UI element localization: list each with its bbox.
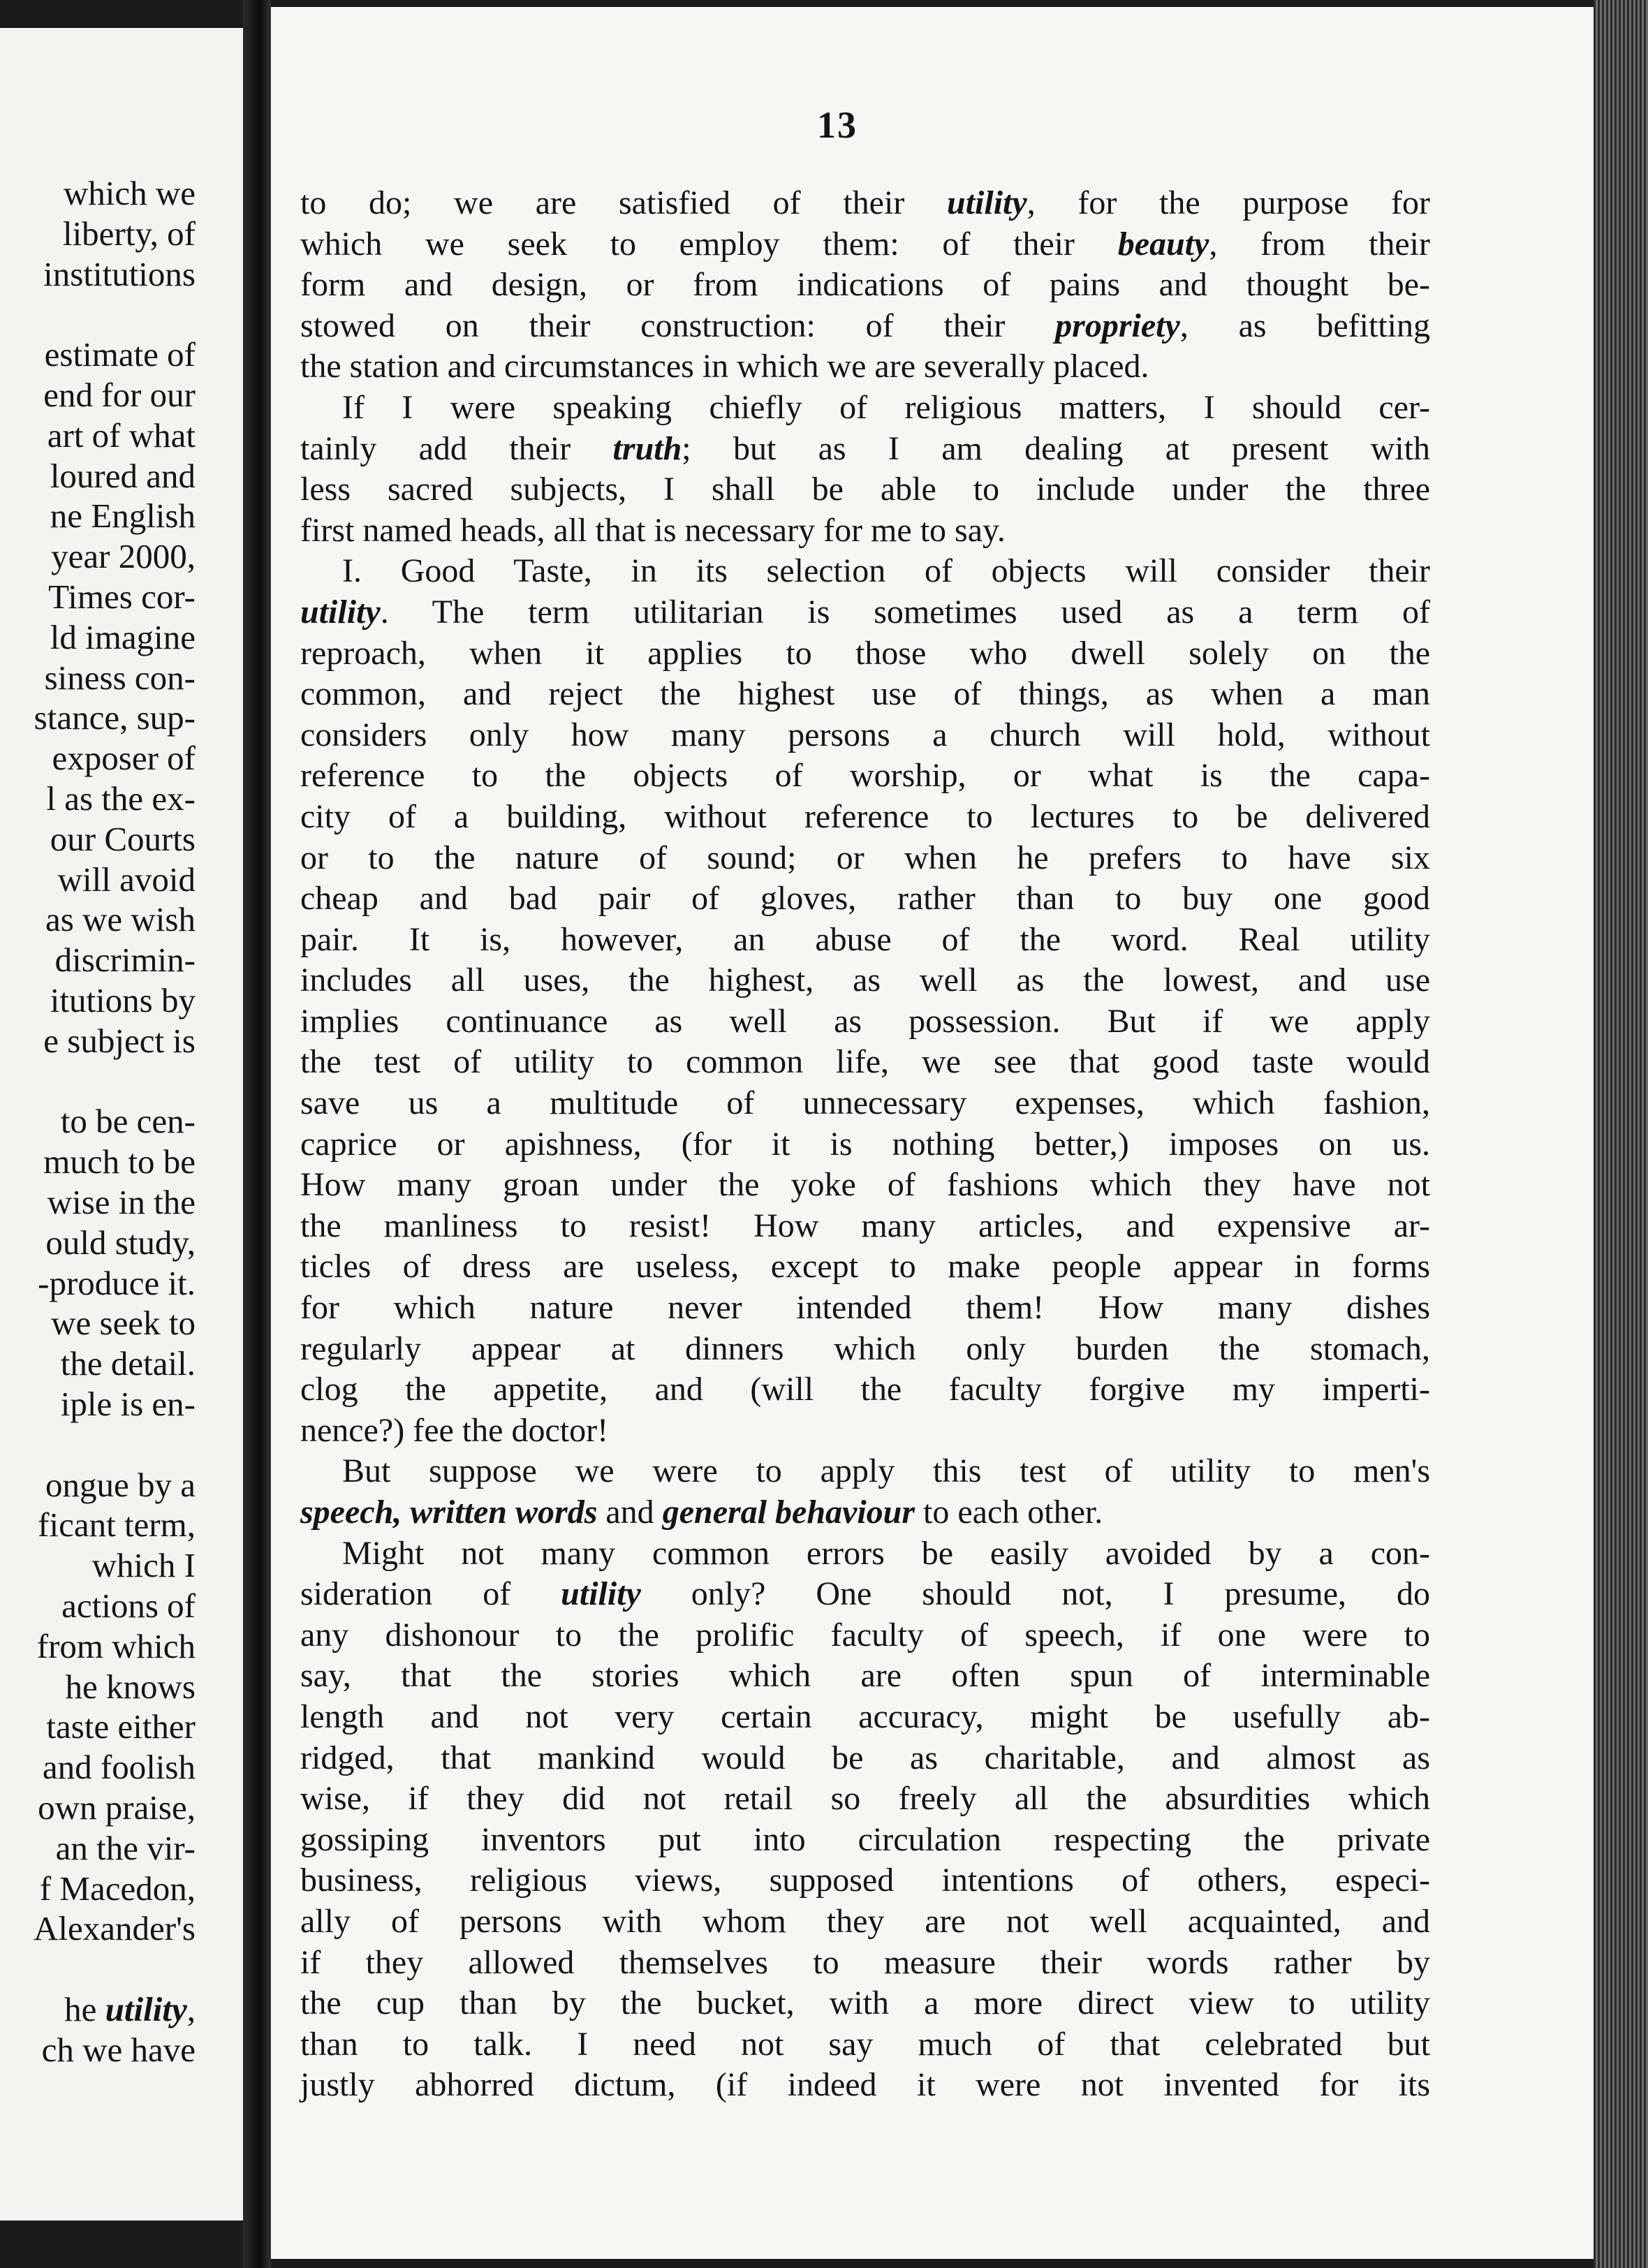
text-line: than to talk. I need not say much of that celebrated but: [300, 2025, 1430, 2063]
text-line: for which nature never intended them! How many dishes: [300, 1289, 1430, 1327]
text-line: speech, written words and general behaviour to each other.: [300, 1494, 1103, 1531]
text-line: any dishonour to the prolific faculty of speech, if one were to: [300, 1616, 1430, 1654]
text-line: business, religious views, supposed intentions of others, especi-: [300, 1862, 1430, 1899]
text-line: If I were speaking chiefly of religious matters, I should cer-: [342, 388, 1430, 426]
text-line: regularly appear at dinners which only burden the stomach,: [300, 1330, 1430, 1367]
text-line: ally of persons with whom they are not well acquainted, and: [300, 1902, 1430, 1940]
text-line: the test of utility to common life, we see that good taste would: [300, 1043, 1430, 1081]
text-line: clog the appetite, and (will the faculty forgive my imperti-: [300, 1371, 1430, 1408]
text-line: reproach, when it applies to those who dwell solely on the: [300, 634, 1430, 672]
text-line: common, and reject the highest use of things, as when a man: [300, 675, 1430, 713]
facing-page-line: year 2000,: [51, 537, 196, 576]
text-line: considers only how many persons a church will hold, without: [300, 716, 1430, 753]
text-line: city of a building, without reference to lectures to be delivered: [300, 797, 1430, 835]
facing-page-line: f Macedon,: [39, 1869, 196, 1908]
text-line: save us a multitude of unnecessary expenses, which fashion,: [300, 1084, 1430, 1122]
facing-page-line: iple is en-: [60, 1385, 196, 1423]
facing-page-line: l as the ex-: [46, 779, 196, 818]
facing-page-line: Alexander's: [34, 1909, 196, 1948]
facing-page-line: an the vir-: [55, 1828, 196, 1867]
page-gutter: [243, 0, 271, 2268]
facing-page-line: exposer of: [52, 739, 196, 778]
facing-page-line: ne English: [50, 496, 196, 536]
text-line: ticles of dress are useless, except to make people appear in forms: [300, 1248, 1430, 1286]
page-body: [300, 183, 1430, 2106]
facing-page-line: institutions: [43, 254, 196, 293]
facing-page-line: loured and: [50, 456, 196, 495]
text-line: length and not very certain accuracy, might be usefully ab-: [300, 1698, 1430, 1735]
text-line: ridged, that mankind would be as charitable, and almost as: [300, 1739, 1430, 1776]
text-line: or to the nature of sound; or when he prefers to have six: [300, 839, 1430, 876]
text-line: Might not many common errors be easily avoided by a con-: [342, 1534, 1430, 1572]
facing-page-line: stance, sup-: [34, 698, 196, 737]
text-line: if they allowed themselves to measure their words rather by: [300, 1943, 1430, 1981]
facing-page-line: to be cen-: [60, 1102, 196, 1141]
facing-page-line: and foolish: [42, 1748, 196, 1787]
facing-page-line: ficant term,: [38, 1505, 196, 1545]
facing-page-line: the detail.: [60, 1344, 196, 1383]
text-line: nence?) fee the doctor!: [300, 1411, 609, 1449]
text-line: to do; we are satisfied of their utility, for the purpose for: [300, 184, 1431, 221]
text-line: justly abhorred dictum, (if indeed it were not invented for its: [300, 2066, 1430, 2104]
text-line: less sacred subjects, I shall be able to include under the three: [300, 471, 1430, 508]
facing-page-line: -produce it.: [38, 1263, 196, 1302]
facing-page-line: our Courts: [50, 819, 196, 858]
facing-page-line: ch we have: [41, 2030, 196, 2069]
facing-page-line: estimate of: [44, 335, 196, 374]
paragraph: [300, 1451, 1430, 1533]
facing-page-line: actions of: [61, 1586, 196, 1625]
text-line: reference to the objects of worship, or what is the capa-: [300, 757, 1430, 795]
paragraph: [300, 183, 1430, 388]
text-line: form and design, or from indications of pains and thought be-: [300, 266, 1430, 304]
text-line: the cup than by the bucket, with a more direct view to utility: [300, 1984, 1430, 2022]
facing-page-line: which we: [63, 174, 196, 212]
text-line: the station and circumstances in which we are severally placed.: [300, 348, 1149, 385]
text-line: sideration of utility only? One should not, I presume, do: [300, 1575, 1430, 1613]
text-line: which we seek to employ them: of their beauty, from their: [300, 225, 1430, 263]
paragraph: [300, 551, 1430, 1451]
facing-page-line: ongue by a: [45, 1465, 196, 1504]
facing-page-line: ld imagine: [50, 617, 196, 656]
text-line: stowed on their construction: of their propriety, as befitting: [300, 307, 1430, 344]
text-line: pair. It is, however, an abuse of the word. Real utility: [300, 920, 1430, 958]
text-line: utility. The term utilitarian is sometimes used as a term of: [300, 593, 1430, 631]
facing-page-line: much to be: [43, 1142, 196, 1181]
facing-page-fragment: [0, 28, 243, 2221]
page-number: 13: [817, 104, 858, 146]
text-line: cheap and bad pair of gloves, rather than to buy one good: [300, 880, 1430, 918]
facing-page-line: he knows: [65, 1667, 196, 1706]
text-line: say, that the stories which are often spun of interminable: [300, 1657, 1430, 1695]
facing-page-line: as we wish: [45, 900, 196, 939]
text-line: gossiping inventors put into circulation respecting the private: [300, 1820, 1430, 1858]
facing-page-line: art of what: [47, 415, 196, 455]
text-line: tainly add their truth; but as I am dealing at present with: [300, 429, 1431, 467]
text-line: caprice or apishness, (for it is nothing better,) imposes on us.: [300, 1125, 1430, 1163]
facing-page-line: taste either: [46, 1707, 196, 1746]
facing-page-line: ould study,: [45, 1223, 196, 1262]
paragraph: [300, 1533, 1430, 2106]
facing-page-line: we seek to: [51, 1304, 196, 1343]
facing-page-line: from which: [36, 1626, 196, 1665]
facing-page-line: he utility,: [64, 1990, 196, 2028]
facing-page-line: discrimin-: [54, 941, 196, 980]
paragraph: [300, 388, 1430, 551]
facing-page-line: which I: [91, 1546, 196, 1585]
text-line: the manliness to resist! How many articles, and expensive ar-: [300, 1207, 1430, 1244]
text-line: first named heads, all that is necessary for me to say.: [300, 511, 1006, 549]
facing-page-line: itutions by: [50, 981, 196, 1019]
facing-page-line: will avoid: [57, 860, 196, 899]
text-line: includes all uses, the highest, as well as the lowest, and use: [300, 962, 1430, 999]
page-edges: [1594, 0, 1648, 2268]
facing-page-line: own praise,: [38, 1788, 196, 1827]
facing-page-line: Times cor-: [48, 577, 196, 616]
text-line: But suppose we were to apply this test of utility to men's: [342, 1452, 1430, 1490]
facing-page-line: liberty, of: [62, 214, 196, 253]
facing-page-line: wise in the: [47, 1183, 196, 1221]
facing-page-line: e subject is: [43, 1021, 196, 1060]
text-line: wise, if they did not retail so freely all the absurdities which: [300, 1780, 1430, 1818]
text-line: implies continuance as well as possession. But if we apply: [300, 1002, 1430, 1040]
text-line: I. Good Taste, in its selection of objects will consider their: [342, 552, 1430, 590]
facing-page-line: end for our: [43, 376, 196, 414]
facing-page-line: siness con-: [44, 658, 196, 697]
text-line: How many groan under the yoke of fashions which they have not: [300, 1166, 1430, 1204]
